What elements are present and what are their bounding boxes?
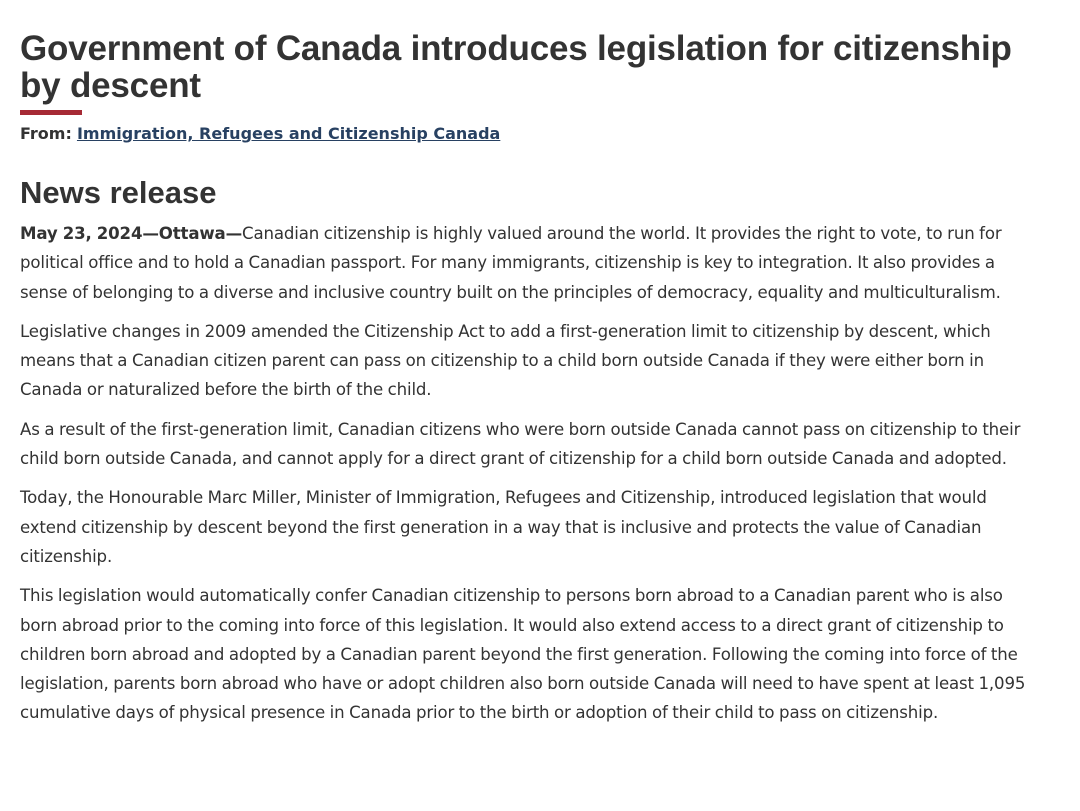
paragraph-1-text: Canadian citizenship is highly valued around the world. It provides the right to vote, to run for political office and to hold a Canadian passport. For many immigrants, citizenship is key to integration. It also provides a sense of belonging to a diverse and inclusive country built on the principles of democracy, equality and multiculturalism. [20, 224, 1002, 302]
article-paragraph-5: This legislation would automatically confer Canadian citizenship to persons born abroad to a Canadian parent who is also born abroad prior to the coming into force of this legislation. It would also extend access to a direct grant of citizenship to children born abroad and adopted by a Canadian parent beyond the first generation. Following the coming into force of the legislation, parents born abroad who have or adopt children also born outside Canada will need to have spent at least 1,095 cumulative days of physical presence in Canada prior to the birth or adoption of their child to pass on citizenship. [20, 586, 1026, 723]
article-paragraph-2: Legislative changes in 2009 amended the Citizenship Act to add a first-generation limit to citizenship by descent, which means that a Canadian citizen parent can pass on citizenship to a child born outside Canada if they were either born in Canada or naturalized before the birth of the child. [20, 321, 991, 400]
from-label: From: [20, 124, 72, 143]
article-paragraph-3: As a result of the first-generation limit, Canadian citizens who were born outside Canada cannot pass on citizenship to their child born outside Canada, and cannot apply for a direct grant of citizenship for a child born outside Canada and adopted. [20, 419, 1021, 469]
section-heading-news-release: News release [20, 175, 217, 210]
article-paragraph-1 [20, 219, 1040, 307]
from-line [20, 124, 1040, 144]
article-paragraph-4: Today, the Honourable Marc Miller, Minister of Immigration, Refugees and Citizenship, introduced legislation that would extend citizenship by descent beyond the first generation in a way that is inclusive and protects the value of Canadian citizenship. [20, 488, 987, 566]
dateline: May 23, 2024—Ottawa— [20, 224, 243, 243]
page-title: Government of Canada introduces legislation for citizenship by descent [20, 29, 1012, 105]
title-underline-rule [20, 110, 82, 115]
department-link[interactable]: Immigration, Refugees and Citizenship Canada [76, 124, 501, 143]
